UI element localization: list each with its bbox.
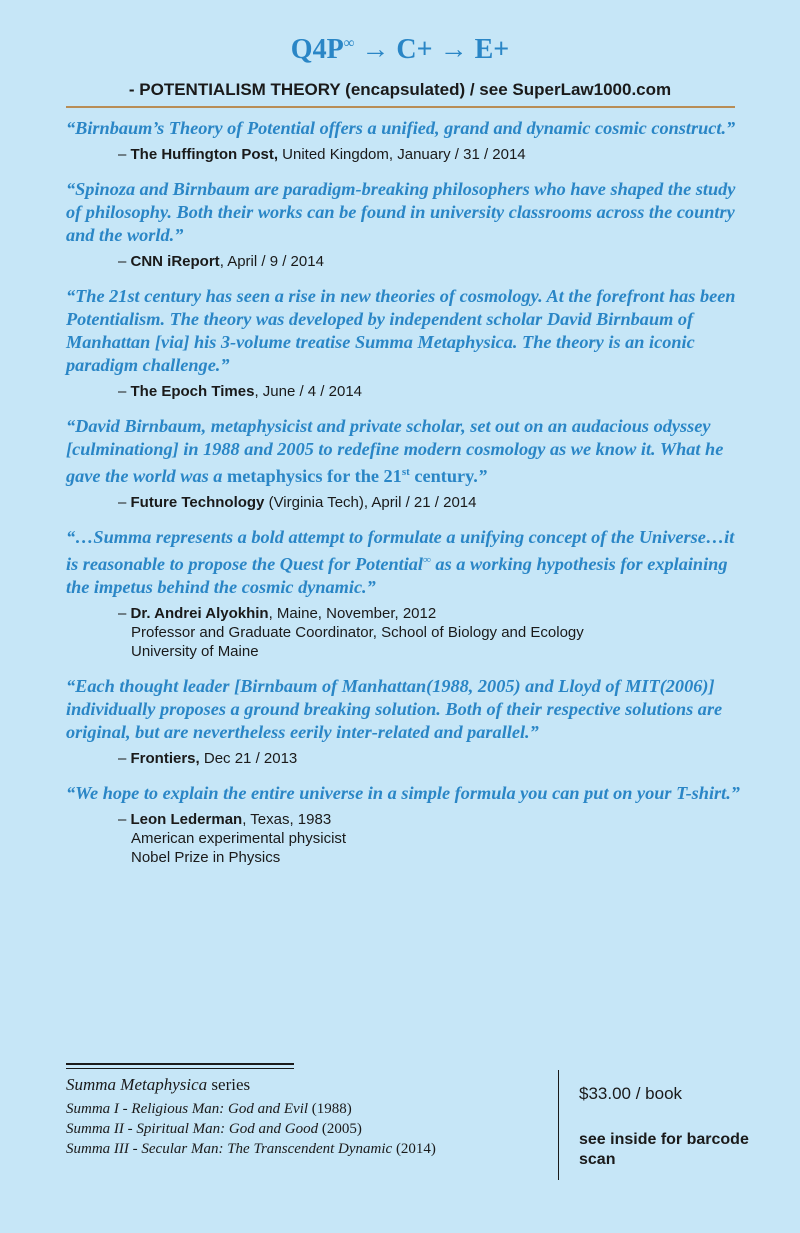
quote-attribution: – The Huffington Post, United Kingdom, January / 31 / 2014 [118, 146, 526, 163]
quote-text: “Spinoza and Birnbaum are paradigm-breaking philosophers who have shaped the study of philosophy. Both their works can be found in university classrooms across the country and the world.” [66, 179, 736, 245]
quote-text: “The 21st century has seen a rise in new theories of cosmology. At the forefront has been Potentialism. The theory was developed by independent scholar David Birnbaum of Manhattan [via] his 3-volume treatise Summa Metaphysica. The theory is an iconic paradigm challenge.” [66, 286, 736, 375]
quote-lederman [66, 782, 746, 867]
quote-source: Frontiers, [130, 750, 200, 768]
quote-text: “We hope to explain the entire universe in a simple formula you can put on your T-shirt.” [66, 783, 740, 804]
quote-cnn [66, 178, 746, 271]
quote-attribution: – Leon Lederman, Texas, 1983 American experimental physicist Nobel Prize in Physics [118, 811, 347, 867]
quote-text: “Each thought leader [Birnbaum of Manhattan(1988, 2005) and Lloyd of MIT(2006)] individually proposes a ground breaking solution. Both of their respective solutions are original, but are nevertheless eerily inter-related and parallel.” [66, 676, 723, 743]
footer-divider [66, 1063, 294, 1065]
quote-epoch-times [66, 285, 746, 401]
series-item: Summa III - Secular Man: The Transcendent Dynamic (2014) [66, 1141, 436, 1157]
quote-attribution: – Dr. Andrei Alyokhin, Maine, November, 2012 Professor and Graduate Coordinator, School of Biology and Ecology University of Maine [118, 605, 584, 661]
price-label: $33.00 / book [579, 1084, 683, 1103]
quote-source: Leon Lederman [130, 811, 243, 829]
quote-source: Future Technology [130, 494, 265, 512]
quote-alyokhin [66, 526, 746, 661]
barcode-note: see inside for barcode scan [579, 1131, 749, 1168]
series-title: Summa Metaphysica series [66, 1075, 251, 1094]
series-item: Summa II - Spiritual Man: God and Good (2005) [66, 1121, 362, 1137]
quote-attribution: – CNN iReport, April / 9 / 2014 [118, 253, 324, 270]
quote-future-technology [66, 415, 746, 512]
page-title: Q4P∞ → C+ → E+ [290, 34, 510, 65]
quote-text: “David Birnbaum, metaphysicist and private scholar, set out on an audacious odyssey [culminationg] in 1988 and 2005 to redefine modern cosmology as we know it. What he gave the world was a metaphysics for the 21st century.” [66, 416, 724, 487]
quote-text: “Birnbaum’s Theory of Potential offers a unified, grand and dynamic cosmic construct.” [66, 118, 736, 138]
quote-source: The Epoch Times [130, 383, 255, 400]
quote-source: CNN iReport [130, 253, 220, 270]
top-divider [66, 106, 735, 108]
footer-divider-thin [66, 1068, 294, 1069]
quotes-list [66, 117, 746, 881]
series-list [66, 1075, 536, 1159]
page-subtitle: - POTENTIALISM THEORY (encapsulated) / see SuperLaw1000.com [128, 80, 672, 99]
quote-text: “…Summa represents a bold attempt to formulate a unifying concept of the Universe…it is reasonable to propose the Quest for Potential∞ as a working hypothesis for explaining the impetus behind the cosmic dynamic.” [66, 527, 735, 598]
quote-source: Dr. Andrei Alyokhin [130, 605, 269, 623]
series-item: Summa I - Religious Man: God and Evil (1988) [66, 1101, 352, 1117]
quote-attribution: – The Epoch Times, June / 4 / 2014 [118, 383, 363, 400]
quote-frontiers [66, 675, 746, 768]
quote-source: The Huffington Post, [130, 146, 278, 163]
quote-huffington [66, 117, 746, 164]
quote-attribution: – Future Technology (Virginia Tech), April / 21 / 2014 [118, 494, 477, 512]
footer-vertical-divider [558, 1070, 559, 1180]
quote-attribution: – Frontiers, Dec 21 / 2013 [118, 750, 298, 768]
